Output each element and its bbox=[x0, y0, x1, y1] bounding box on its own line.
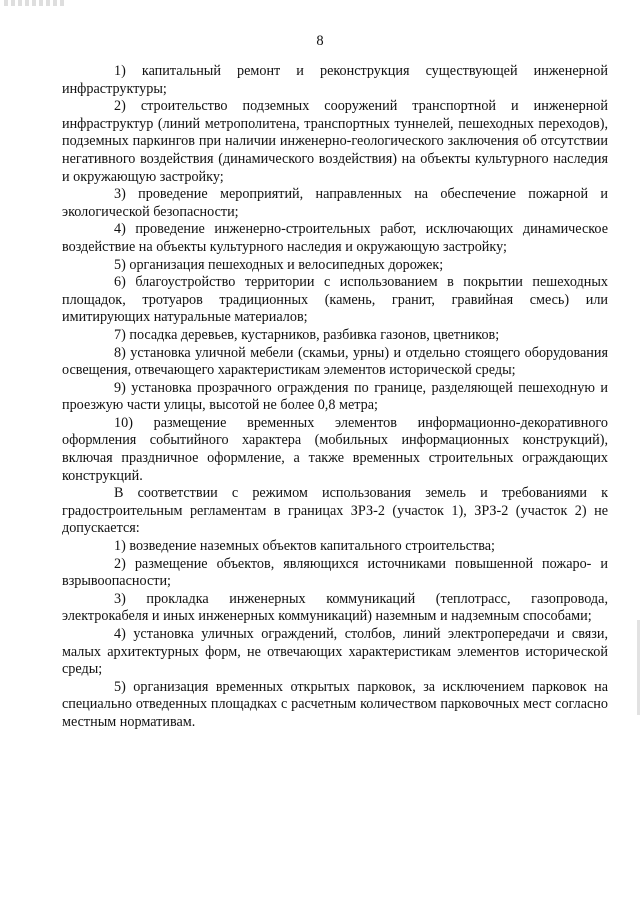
list-item-2-underground-construction: 2) строительство подземных сооружений транспортной и инженерной инфраструктур (линий метрополитена, транспортных туннелей, пешеходных переходов), подземных паркингов при наличии инженерно-геологического заключения об отсутствии негативного воздействия (динамического воздействия) на объекты культурного наследия и окружающую застройку; bbox=[62, 98, 608, 185]
list-item-9-fencing: 9) установка прозрачного ограждения по границе, разделяющей пешеходную и проезжую части улицы, высотой не более 0,8 метра; bbox=[62, 379, 608, 414]
prohibitions-intro: В соответствии с режимом использования земель и требованиями к градостроительным регламентам в границах ЗРЗ-2 (участок 1), ЗРЗ-2 (участок 2) не допускается: bbox=[62, 485, 608, 537]
prohibited-item-1: 1) возведение наземных объектов капитального строительства; bbox=[114, 538, 495, 555]
prohibited-item-2: 2) размещение объектов, являющихся источниками повышенной пожаро- и взрывоопасности; bbox=[62, 555, 608, 590]
prohibited-item-3: 3) прокладка инженерных коммуникаций (теплотрасс, газопровода, электрокабеля и иных инженерных коммуникаций) наземным и надземным способами; bbox=[62, 590, 608, 625]
list-item-8-street-furniture: 8) установка уличной мебели (скамьи, урны) и отдельно стоящего оборудования освещения, отвечающего характеристикам элементов исторической среды; bbox=[62, 344, 608, 379]
prohibited-item-5: 5) организация временных открытых парковок, за исключением парковок на специально отведенных площадках с расчетным количеством парковочных мест согласно местным нормативам. bbox=[62, 678, 608, 730]
document-body bbox=[62, 63, 608, 732]
list-item-6-landscaping: 6) благоустройство территории с использованием в покрытии пешеходных площадок, тротуаров традиционных (камень, гранит, гравийная смесь) или имитирующих натуральные материалов; bbox=[62, 274, 608, 326]
page-number: 8 bbox=[316, 33, 324, 49]
list-item-10-temporary-decor: 10) размещение временных элементов информационно-декоративного оформления событийного характера (мобильных информационных конструкций), включая праздничное оформление, а также временных строительных ограждающих конструкций. bbox=[62, 414, 608, 484]
list-item-5-paths: 5) организация пешеходных и велосипедных дорожек; bbox=[114, 256, 444, 273]
list-item-7-planting: 7) посадка деревьев, кустарников, разбивка газонов, цветников; bbox=[114, 326, 500, 343]
list-item-4-engineering-works: 4) проведение инженерно-строительных работ, исключающих динамическое воздействие на объекты культурного наследия и окружающую застройку; bbox=[62, 221, 608, 255]
prohibited-item-4: 4) установка уличных ограждений, столбов, линий электропередачи и связи, малых архитектурных форм, не отвечающих характеристикам элементов исторической среды; bbox=[62, 626, 608, 678]
scan-artifact-mark bbox=[4, 0, 64, 6]
list-item-1-capital-repair: 1) капитальный ремонт и реконструкция существующей инженерной инфраструктуры; bbox=[62, 63, 608, 97]
list-item-3-fire-safety: 3) проведение мероприятий, направленных на обеспечение пожарной и экологической безопасности; bbox=[62, 186, 608, 220]
